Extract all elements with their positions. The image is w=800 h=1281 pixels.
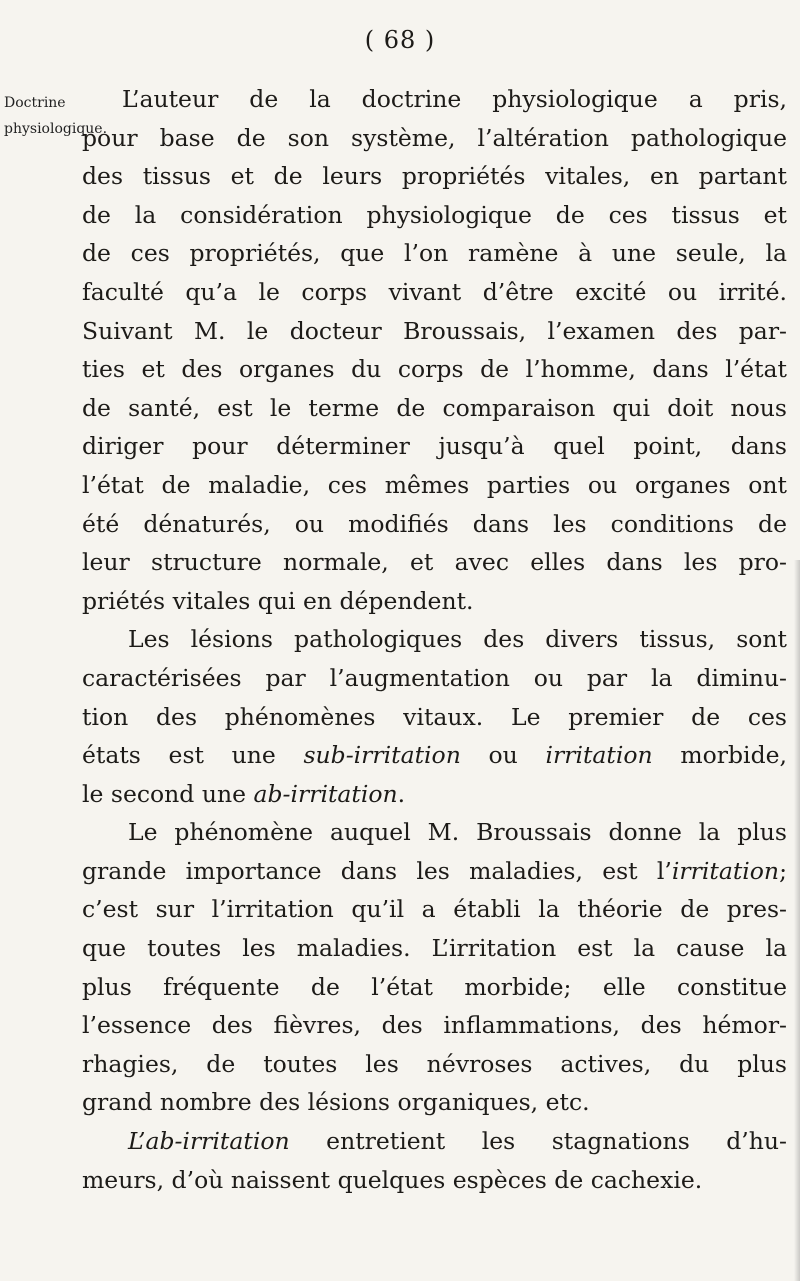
text-line: Suivant M. le docteur Broussais, l’examen des par- (82, 316, 787, 345)
text-line: l’état de maladie, ces mêmes parties ou organes ont (82, 470, 787, 499)
text-line: rhagies, de toutes les névroses actives, du plus (82, 1049, 787, 1078)
margin-note (4, 90, 108, 142)
text-line: priétés vitales qui en dépendent. (82, 586, 474, 615)
text-line: grand nombre des lésions organiques, etc. (82, 1088, 590, 1117)
text-line (82, 736, 787, 775)
text-line: tion des phénomènes vitaux. Le premier de ces (82, 702, 787, 731)
italic-term: irritation (671, 856, 780, 885)
text-line: caractérisées par l’augmentation ou par la diminu- (82, 663, 787, 692)
text-line: pour base de son système, l’altération pathologique (82, 123, 787, 152)
text-line: de ces propriétés, que l’on ramène à une seule, la (82, 239, 787, 268)
text-line: Le phénomène auquel M. Broussais donne la plus (128, 818, 787, 847)
text-line: c’est sur l’irritation qu’il a établi la théorie de pres- (82, 895, 787, 924)
text-span: ou (460, 741, 546, 770)
margin-note-line: Doctrine (4, 95, 66, 111)
text-line: de la considération physiologique de ces tissus et (82, 200, 787, 229)
margin-note-line: physiologique. (4, 121, 108, 137)
body-text (82, 80, 787, 1199)
text-line: l’essence des fièvres, des inflammations, des hémor- (82, 1011, 787, 1040)
italic-term: irritation (545, 741, 653, 770)
text-span: entretient les stagnations d’hu- (289, 1127, 787, 1156)
text-span: le second une (82, 779, 254, 808)
text-line (82, 852, 787, 891)
text-span: grande importance dans les maladies, est l’ (82, 856, 672, 885)
italic-term: sub-irritation (303, 741, 461, 770)
text-line: des tissus et de leurs propriétés vitales, en partant (82, 162, 787, 191)
text-span: états est une (82, 741, 304, 770)
text-line (82, 775, 787, 814)
text-line: meurs, d’où naissent quelques espèces de cachexie. (82, 1165, 703, 1194)
text-line: que toutes les maladies. L’irritation est la cause la (82, 934, 787, 963)
text-line: L’auteur de la doctrine physiologique a pris, (122, 85, 787, 113)
text-span: ; (779, 856, 787, 885)
text-line: diriger pour déterminer jusqu’à quel point, dans (82, 432, 787, 461)
page-number: ( 68 ) (364, 26, 436, 54)
text-line: plus fréquente de l’état morbide; elle constitue (82, 972, 787, 1001)
text-span: morbide, (652, 741, 787, 770)
text-line: de santé, est le terme de comparaison qui doit nous (82, 393, 787, 422)
page-edge-shadow (794, 560, 800, 1281)
text-line: Les lésions pathologiques des divers tissus, sont (128, 625, 787, 654)
text-line: ties et des organes du corps de l’homme, dans l’état (82, 355, 787, 384)
text-line: leur structure normale, et avec elles dans les pro- (82, 548, 787, 577)
text-line: faculté qu’a le corps vivant d’être excité ou irrité. (82, 277, 787, 306)
italic-term: L’ab-irritation (128, 1127, 290, 1156)
text-span: . (397, 779, 406, 808)
text-line (82, 1122, 787, 1161)
text-line: été dénaturés, ou modifiés dans les conditions de (82, 509, 787, 538)
italic-term: ab-irritation (253, 779, 398, 808)
